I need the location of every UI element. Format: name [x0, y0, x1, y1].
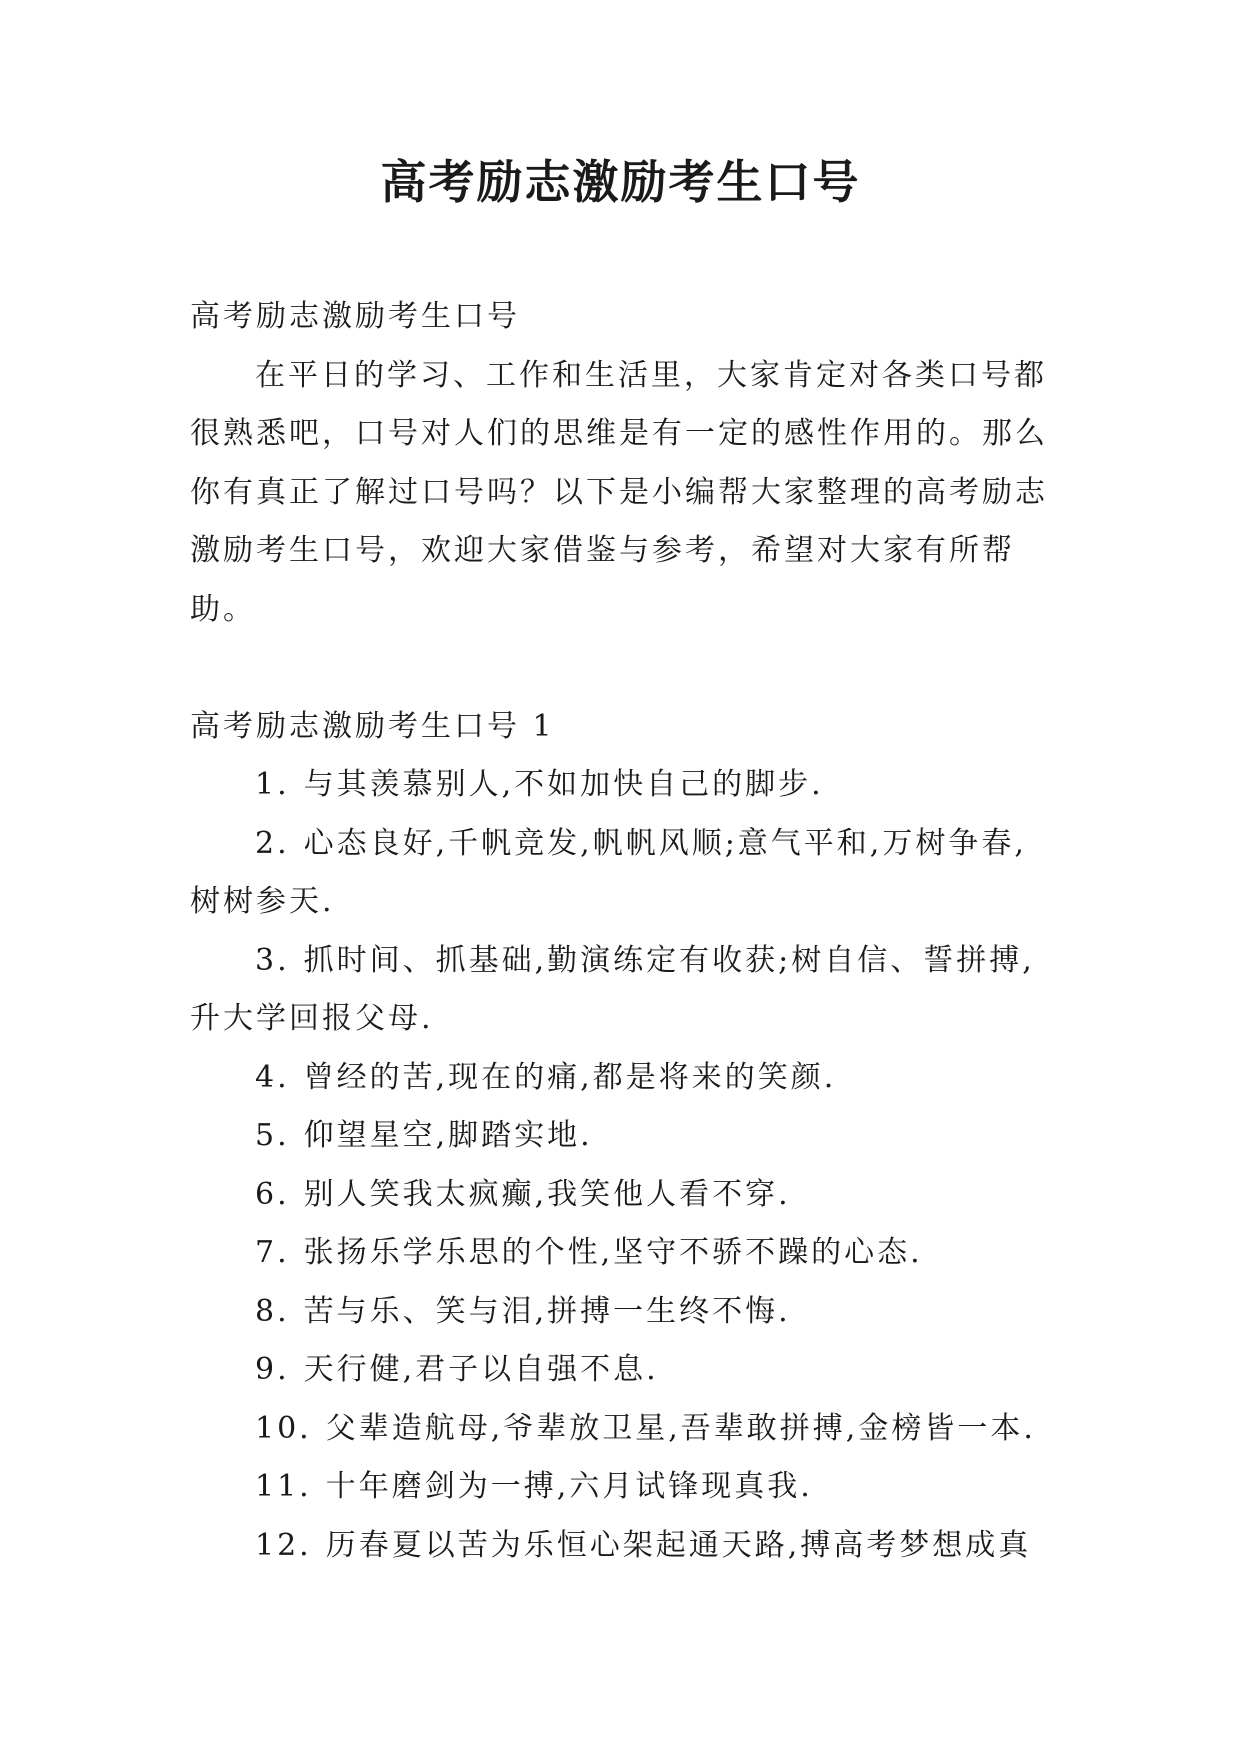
paragraph-spacer: [190, 639, 1058, 698]
slogan-item: [190, 1107, 1058, 1166]
slogan-number: 7.: [255, 1235, 290, 1270]
slogan-item: [190, 1283, 1058, 1342]
slogan-number: 6.: [255, 1176, 290, 1212]
slogan-text: 苦与乐、笑与泪,拼搏一生终不悔.: [303, 1293, 791, 1329]
slogan-item: [190, 756, 1058, 815]
slogan-text: 天行健,君子以自强不息.: [303, 1352, 659, 1387]
document-subtitle: 高考励志激励考生口号: [190, 299, 520, 334]
slogan-item: [190, 815, 1058, 932]
slogan-number: 5.: [255, 1118, 290, 1153]
slogan-number: 9.: [255, 1352, 290, 1387]
slogan-item: [190, 1517, 1058, 1576]
slogan-item: [190, 932, 1058, 1049]
slogan-item: [190, 1458, 1058, 1517]
slogan-item: [190, 1049, 1058, 1108]
slogan-text: 曾经的苦,现在的痛,都是将来的笑颜.: [303, 1059, 837, 1095]
slogan-item: [190, 1341, 1058, 1400]
slogan-number: 8.: [255, 1293, 290, 1329]
slogan-text: 十年磨剑为一搏,六月试锋现真我.: [325, 1469, 813, 1504]
slogan-text: 心态良好,千帆竞发,帆帆风顺;意气平和,万树争春,树树参天.: [190, 825, 1027, 919]
document-title: 高考励志激励考生口号: [380, 155, 861, 209]
slogan-text: 历春夏以苦为乐恒心架起通天路,搏高考梦想成真: [325, 1527, 1032, 1563]
slogan-number: 3.: [255, 942, 290, 978]
slogan-number: 11.: [255, 1469, 312, 1504]
slogan-text: 与其羡慕别人,不如加快自己的脚步.: [303, 767, 824, 802]
slogan-item: [190, 1224, 1058, 1283]
intro-paragraph: 在平日的学习、工作和生活里，大家肯定对各类口号都很熟悉吧，口号对人们的思维是有一定的感性作用的。那么你有真正了解过口号吗？以下是小编帮大家整理的高考励志激励考生口号，欢迎大家借鉴与参考，希望对大家有所帮助。: [190, 357, 1048, 627]
slogan-text: 抓时间、抓基础,勤演练定有收获;树自信、誓拼搏,升大学回报父母.: [190, 942, 1035, 1036]
slogan-number: 10.: [255, 1410, 312, 1446]
slogan-number: 1.: [255, 767, 290, 802]
slogan-text: 别人笑我太疯癫,我笑他人看不穿.: [303, 1176, 791, 1212]
slogan-number: 2.: [255, 825, 290, 861]
slogan-number: 4.: [255, 1059, 290, 1095]
section-heading: 高考励志激励考生口号 1: [190, 708, 555, 744]
slogan-item: [190, 1166, 1058, 1225]
slogan-number: 12.: [255, 1527, 312, 1563]
document-body: [190, 288, 1058, 1575]
slogan-text: 父辈造航母,爷辈放卫星,吾辈敢拼搏,金榜皆一本.: [325, 1410, 1036, 1446]
slogan-item: [190, 1400, 1058, 1459]
slogan-text: 张扬乐学乐思的个性,坚守不骄不躁的心态.: [303, 1235, 923, 1270]
slogan-text: 仰望星空,脚踏实地.: [303, 1118, 593, 1153]
